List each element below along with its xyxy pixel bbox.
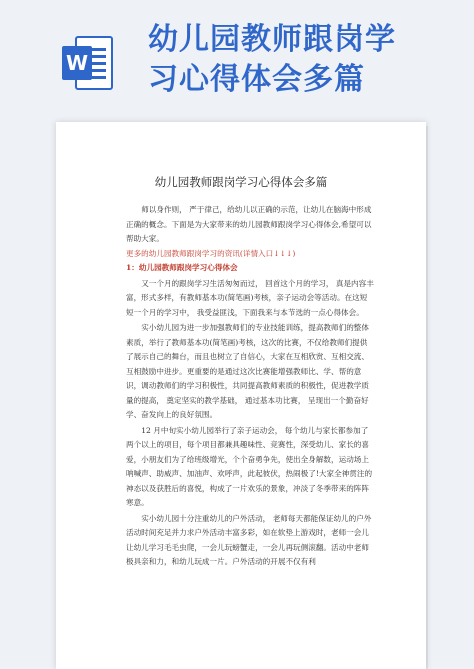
- banner: [0, 0, 474, 120]
- banner-title-line-2: 习心得体会多篇: [148, 62, 365, 97]
- word-icon-letter: W: [65, 51, 89, 75]
- section-heading: 1：幼儿园教师跟岗学习心得体会: [126, 263, 238, 272]
- document-page: [56, 122, 426, 669]
- banner-title-line-1: 幼儿园教师跟岗学: [148, 22, 396, 57]
- body-paragraph: 又一个月的跟岗学习生活匆匆而过， 回首这个月的学习， 真是内容丰富，形式多样，有教师基本功(简笔画)考核，亲子运动会等活动。在这短短一个月的学习中， 我受益匪浅，下面我来与本节选的一点心得体会。: [126, 278, 374, 317]
- word-document-icon: [62, 34, 114, 92]
- document-title: 幼儿园教师跟岗学习心得体会多篇: [154, 175, 328, 189]
- body-paragraph: 实小幼儿园十分注重幼儿的户外活动， 老师每天都能保证幼儿的户外活动时间充足并力求户外活动丰富多彩，如在软垫上游戏时，老师一会儿让幼儿学习毛毛虫爬，一会儿玩螃蟹走，一会儿再玩侧滚翻。活动中老师极具亲和力，和幼儿玩成一片。户外活动的开展不仅有利: [126, 513, 372, 566]
- body-paragraph: 12 月中旬实小幼儿园举行了亲子运动会， 每个幼儿与家长都参加了两个以上的项目，每个项目都兼具趣味性、竞赛性，深受幼儿、家长的喜爱，小朋友们为了给班级增光，个个奋勇争先，使出全身解数，运动场上呐喊声、助威声、加油声、欢呼声，此起彼伏，热闹极了!大家全神贯注的神态以及获胜后的喜悦，构成了一片欢乐的景象，冲淡了冬季带来的阵阵寒意。: [126, 425, 373, 507]
- body-paragraph: 实小幼儿园为进一步加强教师们的专业技能训练，提高教师们的整体素质，举行了教师基本功(简笔画)考核，这次的比赛，不仅给教师们提供了展示自己的舞台，而且也树立了自信心，大家在互相欣赏、互相交流、互相鼓励中进步。更重要的是通过这次比赛能增强教师比、学、帮的意识，调动教师们的学习积极性，共同提高教师素质的积极性，促进教学质量的提高， 奠定坚实的教学基础， 通过基本功比赛， 呈现出一个勤奋好学、奋发向上的良好氛围。: [126, 323, 369, 419]
- banner-title: [148, 20, 468, 100]
- intro-paragraph: 师以身作则， 严于律己，给幼儿以正确的示范，让幼儿在脑海中形成正确的概念。下面是为大家带来的幼儿园教师跟岗学习心得体会,希望可以帮助大家。: [126, 205, 372, 243]
- document-body: [126, 202, 374, 570]
- more-info-link[interactable]: 更多的幼儿园教师跟岗学习的资讯(详情入口↓↓↓): [126, 248, 296, 258]
